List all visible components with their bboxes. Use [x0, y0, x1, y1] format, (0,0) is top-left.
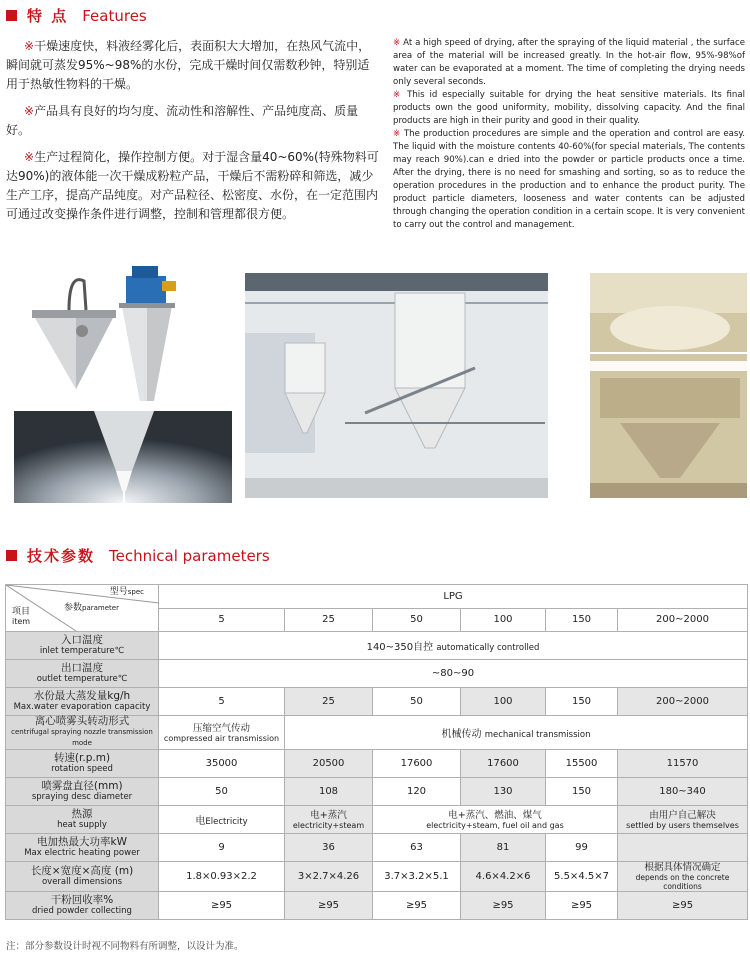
row-heat-supply: 热源 heat supply 电Electricity 电+蒸汽 electricity+steam 电+蒸汽、燃油、煤气 electricity+steam, fuel oil and gas 由用户自己解决 settled by users themselves	[6, 806, 748, 834]
photo-dryer-tower	[590, 273, 747, 498]
technical-heading	[6, 545, 270, 566]
photo-atomizer-parts	[14, 261, 232, 407]
features-heading	[6, 5, 147, 26]
spec-table	[5, 584, 748, 920]
features-heading-en: Features	[82, 6, 147, 25]
footnote: 注：部分参数设计时视不同物料有所调整，以设计为准。	[6, 941, 244, 952]
table-corner: 型号spec 参数parameter 项目 item	[6, 585, 159, 632]
size-cell: 5	[159, 608, 285, 632]
features-heading-cn: 特 点	[27, 7, 69, 25]
feature-en-2: ※ This id especially suitable for drying the heat sensitive materials. Its final products own the good uniformity, mobility, dissolving capacity. And the final products are high in their purity and good in their quality.	[393, 90, 746, 126]
technical-heading-cn: 技术参数	[27, 547, 96, 565]
row-transmission: 离心喷雾头转动形式 centrifugal spraying nozzle transmission mode 压缩空气传动 compressed air transmission 机械传动 mechanical transmission	[6, 716, 748, 750]
feature-en-1: ※ At a high speed of drying, after the spraying of the liquid material , the surface area of the material will be increased greatly. In the hot-air flow, 95%-98%of water can be evaporated at a moment. The time of completing the drying needs only several seconds.	[393, 38, 746, 87]
technical-heading-en: Technical parameters	[109, 546, 270, 565]
row-dimensions: 长度×宽度×高度 (m) overall dimensions 1.8×0.93×2.2 3×2.7×4.26 3.7×3.2×5.1 4.6×4.2×6 5.5×4.5×7 根据具体情况确定 depends on the concrete conditions	[6, 862, 748, 892]
row-inlet-temperature: 入口温度 inlet temperature℃ 140~350自控 automatically controlled	[6, 632, 748, 660]
model-name: LPG	[159, 585, 748, 609]
feature-cn-3: ※生产过程简化，操作控制方便。对于湿含量40~60%(特殊物料可达90%)的液体能一次干燥成粉粒产品，干燥后不需粉碎和筛选，减少生产工序，提高产品纯度。对产品粒径、松密度、水份，在一定范围内可通过改变操作条件进行调整，控制和管理都很方便。	[6, 150, 379, 221]
feature-cn-1: ※干燥速度快，料液经雾化后，表面积大大增加，在热风气流中，瞬间就可蒸发95%~98%的水份，完成干燥时间仅需数秒钟，特别适用于热敏性物料的干燥。	[6, 39, 371, 91]
row-disc-diameter: 喷雾盘直径(mm) spraying desc diameter 50 108 120 130 150 180~340	[6, 778, 748, 806]
heading-square-icon	[6, 550, 17, 561]
feature-cn-2: ※产品具有良好的均匀度、流动性和溶解性、产品纯度高、质量好。	[6, 104, 359, 137]
feature-en-3: ※ The production procedures are simple and the operation and control are easy. The liquid with the moisture contents 40-60%(for special materials, The contents may reach 90%).can e dried into the powder or particle products once a time. After the drying, there is no need for smashing and sorting, so as to reduce the operation procedures in the production and to enhance the product purity. The product particle diameters, looseness and water contents can be adjusted through changing the operation condition in a certain scope. It is very convenient to carry out the control and management.	[393, 129, 745, 230]
features-en-text	[393, 37, 745, 232]
size-cell: 150	[546, 608, 618, 632]
row-powder-collecting: 干粉回收率% dried powder collecting ≥95 ≥95 ≥95 ≥95 ≥95 ≥95	[6, 892, 748, 920]
features-cn-text	[6, 37, 381, 232]
size-cell: 50	[373, 608, 461, 632]
row-heating-power: 电加热最大功率kW Max electric heating power 9 36 63 81 99	[6, 834, 748, 862]
size-cell: 100	[461, 608, 546, 632]
photo-spray-nozzle	[14, 411, 232, 503]
row-outlet-temperature: 出口温度 outlet temperature℃ ~80~90	[6, 660, 748, 688]
row-evaporation: 水份最大蒸发量kg/h Max.water evaporation capacity 5 25 50 100 150 200~2000	[6, 688, 748, 716]
heading-square-icon	[6, 10, 17, 21]
row-rotation-speed: 转速(r.p.m) rotation speed 35000 20500 17600 17600 15500 11570	[6, 750, 748, 778]
photo-spray-dryer-plant	[245, 273, 548, 498]
size-cell: 200~2000	[618, 608, 748, 632]
size-cell: 25	[285, 608, 373, 632]
